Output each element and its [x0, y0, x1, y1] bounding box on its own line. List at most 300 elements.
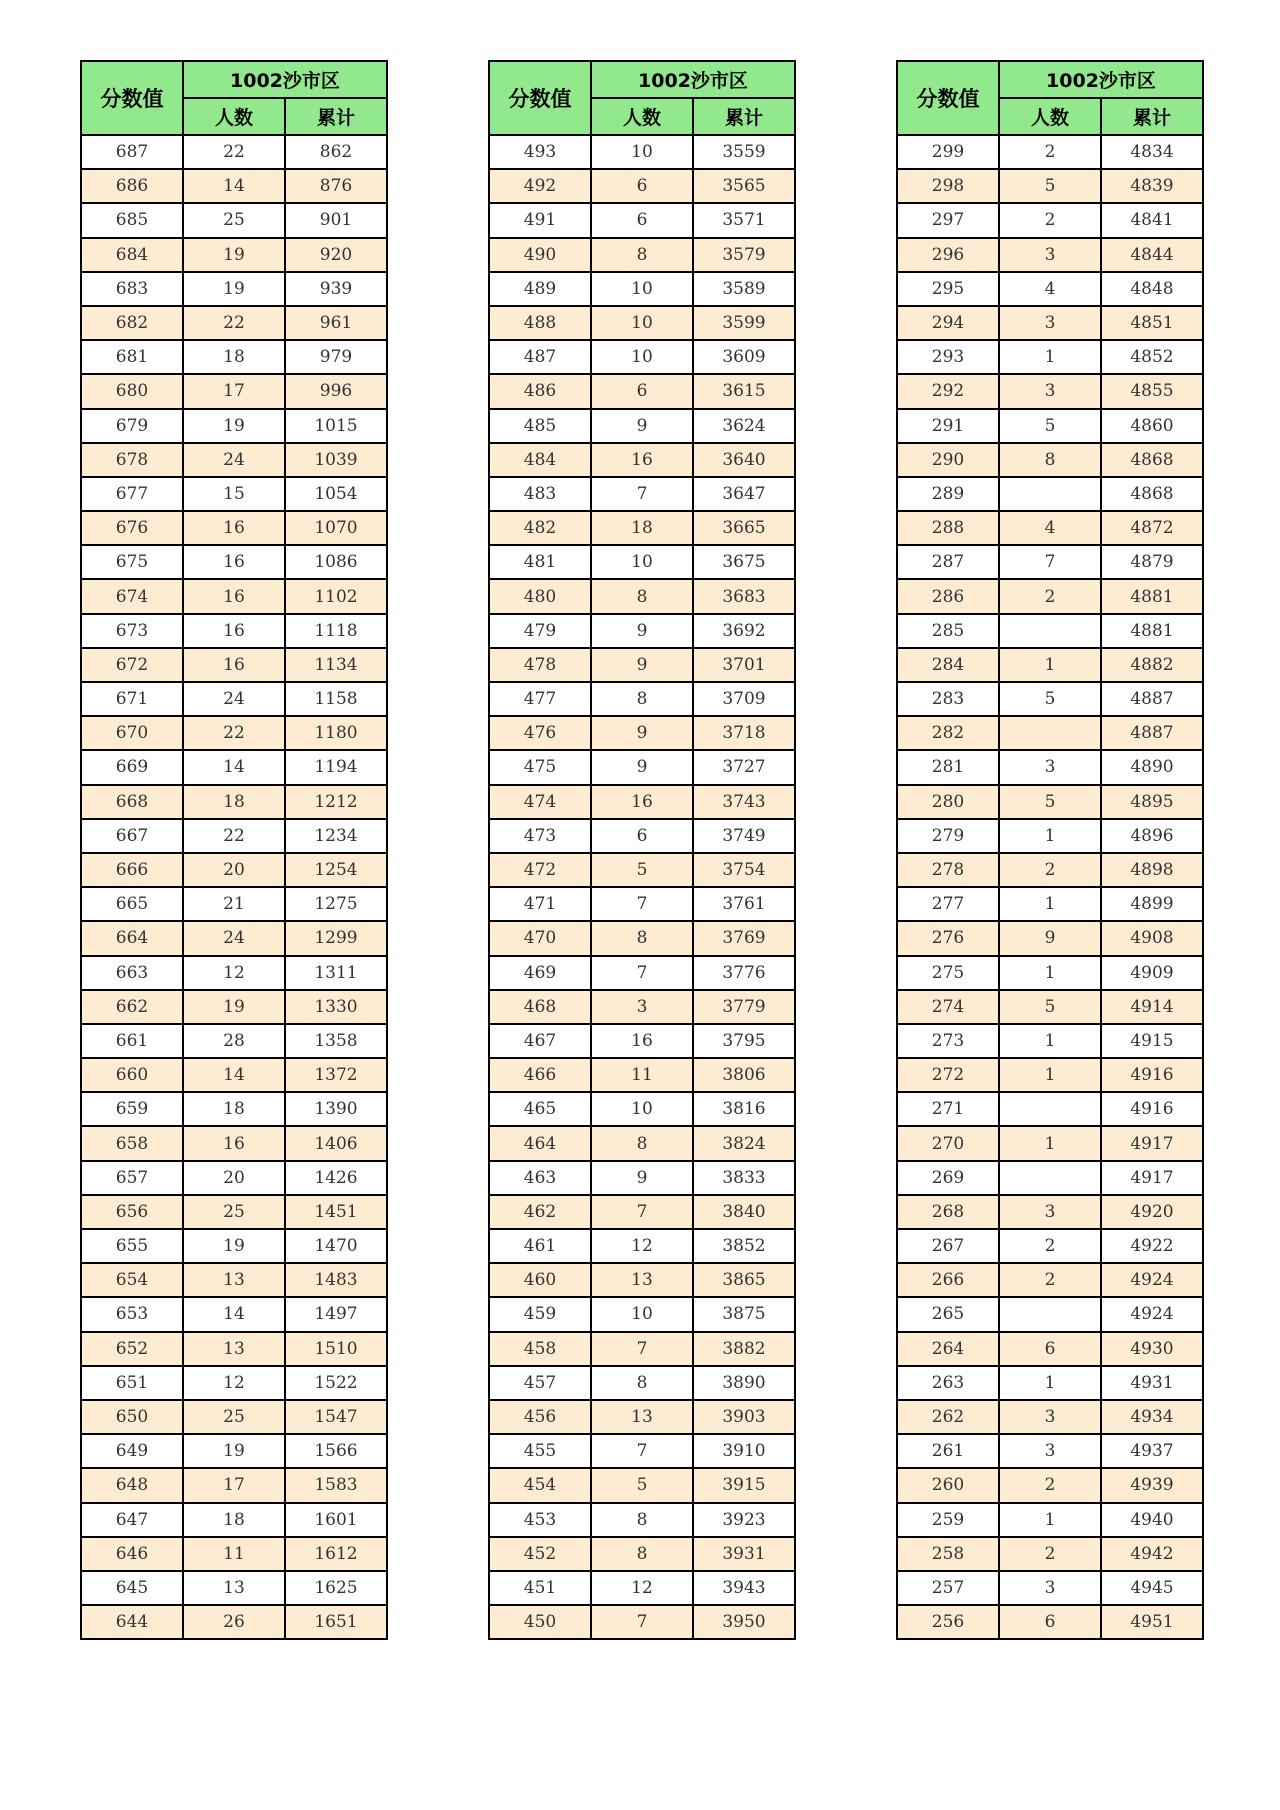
cell-count: 5 [999, 682, 1101, 716]
cell-cumulative: 1054 [285, 477, 387, 511]
cell-count: 10 [591, 272, 693, 306]
cell-score: 296 [897, 238, 999, 272]
cell-cumulative: 4855 [1101, 374, 1203, 408]
table-row [489, 1366, 795, 1400]
cell-count: 4 [999, 272, 1101, 306]
table-row [897, 1366, 1203, 1400]
cell-count: 19 [183, 1229, 285, 1263]
table-row [489, 1161, 795, 1195]
cell-cumulative: 3565 [693, 169, 795, 203]
cell-count: 14 [183, 1297, 285, 1331]
cell-cumulative: 3692 [693, 614, 795, 648]
header-count: 人数 [999, 98, 1101, 135]
cell-score: 646 [81, 1537, 183, 1571]
cell-cumulative: 3923 [693, 1503, 795, 1537]
cell-cumulative: 3795 [693, 1024, 795, 1058]
score-table-1 [80, 60, 388, 1640]
header-cumulative: 累计 [693, 98, 795, 135]
table-row [897, 443, 1203, 477]
cell-cumulative: 1566 [285, 1434, 387, 1468]
cell-count: 21 [183, 887, 285, 921]
cell-count: 8 [591, 1126, 693, 1160]
cell-cumulative: 4917 [1101, 1161, 1203, 1195]
cell-score: 450 [489, 1605, 591, 1639]
cell-count: 10 [591, 1092, 693, 1126]
cell-count: 10 [591, 340, 693, 374]
cell-cumulative: 4868 [1101, 477, 1203, 511]
table-row [897, 1571, 1203, 1605]
cell-cumulative: 4844 [1101, 238, 1203, 272]
table-row [489, 169, 795, 203]
table-row [81, 477, 387, 511]
table-row [489, 374, 795, 408]
table-row [81, 1058, 387, 1092]
header-score: 分数值 [489, 61, 591, 135]
cell-score: 650 [81, 1400, 183, 1434]
table-row [81, 1297, 387, 1331]
cell-score: 269 [897, 1161, 999, 1195]
table-row [489, 990, 795, 1024]
cell-score: 475 [489, 750, 591, 784]
cell-score: 454 [489, 1468, 591, 1502]
cell-score: 259 [897, 1503, 999, 1537]
cell-cumulative: 4890 [1101, 750, 1203, 784]
cell-count: 12 [591, 1229, 693, 1263]
cell-count: 16 [183, 511, 285, 545]
cell-score: 272 [897, 1058, 999, 1092]
cell-cumulative: 3624 [693, 409, 795, 443]
table-row [897, 1434, 1203, 1468]
cell-cumulative: 1275 [285, 887, 387, 921]
cell-score: 451 [489, 1571, 591, 1605]
table-row [489, 545, 795, 579]
cell-count: 18 [183, 1503, 285, 1537]
cell-score: 493 [489, 135, 591, 169]
cell-cumulative: 3675 [693, 545, 795, 579]
cell-count: 6 [591, 819, 693, 853]
cell-count: 10 [591, 1297, 693, 1331]
cell-score: 459 [489, 1297, 591, 1331]
cell-score: 657 [81, 1161, 183, 1195]
cell-cumulative: 3640 [693, 443, 795, 477]
table-row [81, 545, 387, 579]
cell-count: 19 [183, 272, 285, 306]
cell-count: 6 [591, 374, 693, 408]
cell-score: 275 [897, 956, 999, 990]
table-row [81, 203, 387, 237]
cell-cumulative: 3882 [693, 1332, 795, 1366]
header-score: 分数值 [897, 61, 999, 135]
cell-score: 679 [81, 409, 183, 443]
cell-score: 290 [897, 443, 999, 477]
cell-cumulative: 3833 [693, 1161, 795, 1195]
cell-score: 455 [489, 1434, 591, 1468]
table-row [897, 340, 1203, 374]
cell-count: 12 [591, 1571, 693, 1605]
cell-count: 9 [591, 648, 693, 682]
table-row [897, 853, 1203, 887]
table-row [489, 511, 795, 545]
table-row [897, 1263, 1203, 1297]
header-count: 人数 [591, 98, 693, 135]
cell-score: 490 [489, 238, 591, 272]
cell-cumulative: 4860 [1101, 409, 1203, 443]
cell-score: 274 [897, 990, 999, 1024]
header-region: 1002沙市区 [999, 61, 1203, 98]
table-row [81, 1571, 387, 1605]
cell-cumulative: 4917 [1101, 1126, 1203, 1160]
cell-cumulative: 3571 [693, 203, 795, 237]
cell-count: 8 [591, 1366, 693, 1400]
cell-count: 7 [999, 545, 1101, 579]
cell-score: 276 [897, 921, 999, 955]
cell-count: 3 [999, 238, 1101, 272]
cell-count: 9 [591, 750, 693, 784]
cell-score: 291 [897, 409, 999, 443]
cell-count: 16 [591, 785, 693, 819]
cell-score: 466 [489, 1058, 591, 1092]
cell-cumulative: 4924 [1101, 1297, 1203, 1331]
cell-score: 675 [81, 545, 183, 579]
table-row [81, 785, 387, 819]
table-row [897, 272, 1203, 306]
cell-count: 11 [183, 1537, 285, 1571]
cell-count: 7 [591, 1332, 693, 1366]
cell-cumulative: 4841 [1101, 203, 1203, 237]
cell-score: 684 [81, 238, 183, 272]
cell-count: 10 [591, 545, 693, 579]
cell-score: 666 [81, 853, 183, 887]
cell-count: 11 [591, 1058, 693, 1092]
cell-score: 674 [81, 579, 183, 613]
cell-count: 15 [183, 477, 285, 511]
cell-count: 1 [999, 956, 1101, 990]
cell-cumulative: 4914 [1101, 990, 1203, 1024]
cell-score: 489 [489, 272, 591, 306]
table-row [489, 1058, 795, 1092]
cell-cumulative: 1158 [285, 682, 387, 716]
cell-score: 681 [81, 340, 183, 374]
cell-count: 26 [183, 1605, 285, 1639]
table-row [81, 1537, 387, 1571]
table-row [897, 203, 1203, 237]
cell-count [999, 1161, 1101, 1195]
cell-cumulative: 1254 [285, 853, 387, 887]
cell-count: 19 [183, 409, 285, 443]
table-body [489, 135, 795, 1639]
table-row [897, 1297, 1203, 1331]
table-row [897, 1400, 1203, 1434]
cell-score: 644 [81, 1605, 183, 1639]
table-row [897, 477, 1203, 511]
table-row [897, 785, 1203, 819]
table-row [81, 1263, 387, 1297]
table-row [897, 579, 1203, 613]
table-row [489, 272, 795, 306]
table-row [81, 169, 387, 203]
cell-count: 3 [999, 1571, 1101, 1605]
cell-score: 261 [897, 1434, 999, 1468]
cell-count: 13 [183, 1332, 285, 1366]
cell-score: 284 [897, 648, 999, 682]
cell-count: 5 [591, 853, 693, 887]
cell-count: 12 [183, 956, 285, 990]
cell-score: 682 [81, 306, 183, 340]
cell-count: 18 [591, 511, 693, 545]
header-cumulative: 累计 [1101, 98, 1203, 135]
cell-count: 7 [591, 956, 693, 990]
cell-cumulative: 4834 [1101, 135, 1203, 169]
cell-score: 654 [81, 1263, 183, 1297]
cell-cumulative: 1522 [285, 1366, 387, 1400]
table-row [489, 853, 795, 887]
table-row [897, 545, 1203, 579]
cell-score: 472 [489, 853, 591, 887]
cell-cumulative: 4881 [1101, 579, 1203, 613]
cell-count: 1 [999, 1503, 1101, 1537]
table-row [489, 306, 795, 340]
table-row [489, 682, 795, 716]
table-row [81, 750, 387, 784]
table-row [81, 1434, 387, 1468]
cell-cumulative: 3718 [693, 716, 795, 750]
table-row [81, 374, 387, 408]
cell-count: 10 [591, 135, 693, 169]
cell-score: 453 [489, 1503, 591, 1537]
table-row [489, 1605, 795, 1639]
cell-count: 16 [183, 579, 285, 613]
table-row [81, 921, 387, 955]
table-row [897, 169, 1203, 203]
cell-count: 4 [999, 511, 1101, 545]
cell-cumulative: 1102 [285, 579, 387, 613]
table-row [489, 1434, 795, 1468]
cell-cumulative: 3683 [693, 579, 795, 613]
cell-cumulative: 3910 [693, 1434, 795, 1468]
cell-cumulative: 4895 [1101, 785, 1203, 819]
cell-count: 22 [183, 716, 285, 750]
cell-score: 265 [897, 1297, 999, 1331]
cell-cumulative: 1451 [285, 1195, 387, 1229]
cell-score: 293 [897, 340, 999, 374]
cell-cumulative: 1118 [285, 614, 387, 648]
cell-count: 3 [999, 1400, 1101, 1434]
cell-score: 677 [81, 477, 183, 511]
cell-score: 289 [897, 477, 999, 511]
table-row [489, 1571, 795, 1605]
cell-score: 292 [897, 374, 999, 408]
cell-count: 18 [183, 785, 285, 819]
cell-score: 672 [81, 648, 183, 682]
table-row [81, 990, 387, 1024]
cell-cumulative: 3824 [693, 1126, 795, 1160]
cell-cumulative: 3806 [693, 1058, 795, 1092]
cell-count: 9 [591, 409, 693, 443]
cell-count: 1 [999, 887, 1101, 921]
cell-score: 295 [897, 272, 999, 306]
cell-score: 477 [489, 682, 591, 716]
cell-cumulative: 1651 [285, 1605, 387, 1639]
cell-score: 464 [489, 1126, 591, 1160]
table-row [897, 614, 1203, 648]
cell-score: 266 [897, 1263, 999, 1297]
cell-score: 468 [489, 990, 591, 1024]
cell-score: 662 [81, 990, 183, 1024]
table-row [897, 135, 1203, 169]
cell-cumulative: 3915 [693, 1468, 795, 1502]
cell-count: 2 [999, 203, 1101, 237]
cell-score: 277 [897, 887, 999, 921]
cell-count: 3 [999, 1434, 1101, 1468]
cell-cumulative: 3749 [693, 819, 795, 853]
table-row [489, 819, 795, 853]
table-row [81, 135, 387, 169]
cell-score: 479 [489, 614, 591, 648]
table-row [489, 1092, 795, 1126]
cell-count: 17 [183, 374, 285, 408]
table-row [489, 340, 795, 374]
cell-cumulative: 4899 [1101, 887, 1203, 921]
cell-count: 3 [999, 1195, 1101, 1229]
table-row [489, 477, 795, 511]
cell-cumulative: 4879 [1101, 545, 1203, 579]
table-row [897, 1229, 1203, 1263]
table-row [897, 238, 1203, 272]
cell-score: 685 [81, 203, 183, 237]
cell-count: 3 [999, 306, 1101, 340]
cell-score: 256 [897, 1605, 999, 1639]
cell-count: 13 [183, 1263, 285, 1297]
cell-count: 7 [591, 1195, 693, 1229]
header-count: 人数 [183, 98, 285, 135]
cell-score: 452 [489, 1537, 591, 1571]
cell-count: 9 [591, 1161, 693, 1195]
cell-cumulative: 1311 [285, 956, 387, 990]
cell-cumulative: 1180 [285, 716, 387, 750]
table-row [897, 990, 1203, 1024]
cell-count: 8 [591, 1537, 693, 1571]
cell-cumulative: 4934 [1101, 1400, 1203, 1434]
table-row [897, 1468, 1203, 1502]
table-row [81, 1092, 387, 1126]
cell-cumulative: 1497 [285, 1297, 387, 1331]
table-row [489, 443, 795, 477]
table-row [81, 1161, 387, 1195]
cell-count: 9 [591, 614, 693, 648]
cell-cumulative: 3589 [693, 272, 795, 306]
cell-count: 7 [591, 1434, 693, 1468]
cell-count [999, 1297, 1101, 1331]
cell-cumulative: 939 [285, 272, 387, 306]
table-row [81, 819, 387, 853]
cell-count: 25 [183, 1400, 285, 1434]
cell-count: 6 [591, 203, 693, 237]
cell-score: 281 [897, 750, 999, 784]
header-score: 分数值 [81, 61, 183, 135]
cell-count: 1 [999, 1126, 1101, 1160]
cell-score: 483 [489, 477, 591, 511]
cell-score: 282 [897, 716, 999, 750]
cell-score: 478 [489, 648, 591, 682]
cell-score: 656 [81, 1195, 183, 1229]
cell-score: 686 [81, 169, 183, 203]
cell-cumulative: 4931 [1101, 1366, 1203, 1400]
table-row [81, 1503, 387, 1537]
cell-count: 8 [591, 921, 693, 955]
cell-cumulative: 4930 [1101, 1332, 1203, 1366]
cell-score: 687 [81, 135, 183, 169]
cell-count: 28 [183, 1024, 285, 1058]
cell-count: 10 [591, 306, 693, 340]
cell-score: 667 [81, 819, 183, 853]
cell-count: 2 [999, 1468, 1101, 1502]
table-row [81, 682, 387, 716]
table-row [489, 1400, 795, 1434]
table-row [897, 682, 1203, 716]
cell-score: 673 [81, 614, 183, 648]
table-row [489, 750, 795, 784]
cell-score: 286 [897, 579, 999, 613]
cell-cumulative: 862 [285, 135, 387, 169]
cell-score: 645 [81, 1571, 183, 1605]
cell-score: 258 [897, 1537, 999, 1571]
table-row [489, 1024, 795, 1058]
table-row [489, 238, 795, 272]
cell-score: 456 [489, 1400, 591, 1434]
cell-cumulative: 1212 [285, 785, 387, 819]
cell-cumulative: 4940 [1101, 1503, 1203, 1537]
table-row [489, 1468, 795, 1502]
cell-cumulative: 4868 [1101, 443, 1203, 477]
cell-cumulative: 4852 [1101, 340, 1203, 374]
cell-score: 649 [81, 1434, 183, 1468]
header-region: 1002沙市区 [591, 61, 795, 98]
cell-score: 299 [897, 135, 999, 169]
cell-cumulative: 3816 [693, 1092, 795, 1126]
cell-cumulative: 4920 [1101, 1195, 1203, 1229]
cell-count [999, 716, 1101, 750]
cell-score: 264 [897, 1332, 999, 1366]
cell-score: 484 [489, 443, 591, 477]
cell-count: 16 [183, 1126, 285, 1160]
cell-count: 6 [999, 1332, 1101, 1366]
cell-score: 664 [81, 921, 183, 955]
cell-score: 474 [489, 785, 591, 819]
header-region: 1002沙市区 [183, 61, 387, 98]
table-row [489, 956, 795, 990]
cell-score: 652 [81, 1332, 183, 1366]
table-row [489, 716, 795, 750]
table-row [81, 887, 387, 921]
cell-score: 463 [489, 1161, 591, 1195]
cell-score: 268 [897, 1195, 999, 1229]
table-row [81, 238, 387, 272]
cell-score: 485 [489, 409, 591, 443]
cell-cumulative: 1070 [285, 511, 387, 545]
cell-score: 488 [489, 306, 591, 340]
cell-cumulative: 4916 [1101, 1058, 1203, 1092]
cell-score: 278 [897, 853, 999, 887]
cell-cumulative: 3609 [693, 340, 795, 374]
cell-count: 16 [591, 1024, 693, 1058]
cell-cumulative: 4898 [1101, 853, 1203, 887]
cell-cumulative: 4951 [1101, 1605, 1203, 1639]
cell-score: 492 [489, 169, 591, 203]
cell-cumulative: 4924 [1101, 1263, 1203, 1297]
cell-count: 5 [999, 409, 1101, 443]
cell-score: 279 [897, 819, 999, 853]
cell-count: 9 [591, 716, 693, 750]
